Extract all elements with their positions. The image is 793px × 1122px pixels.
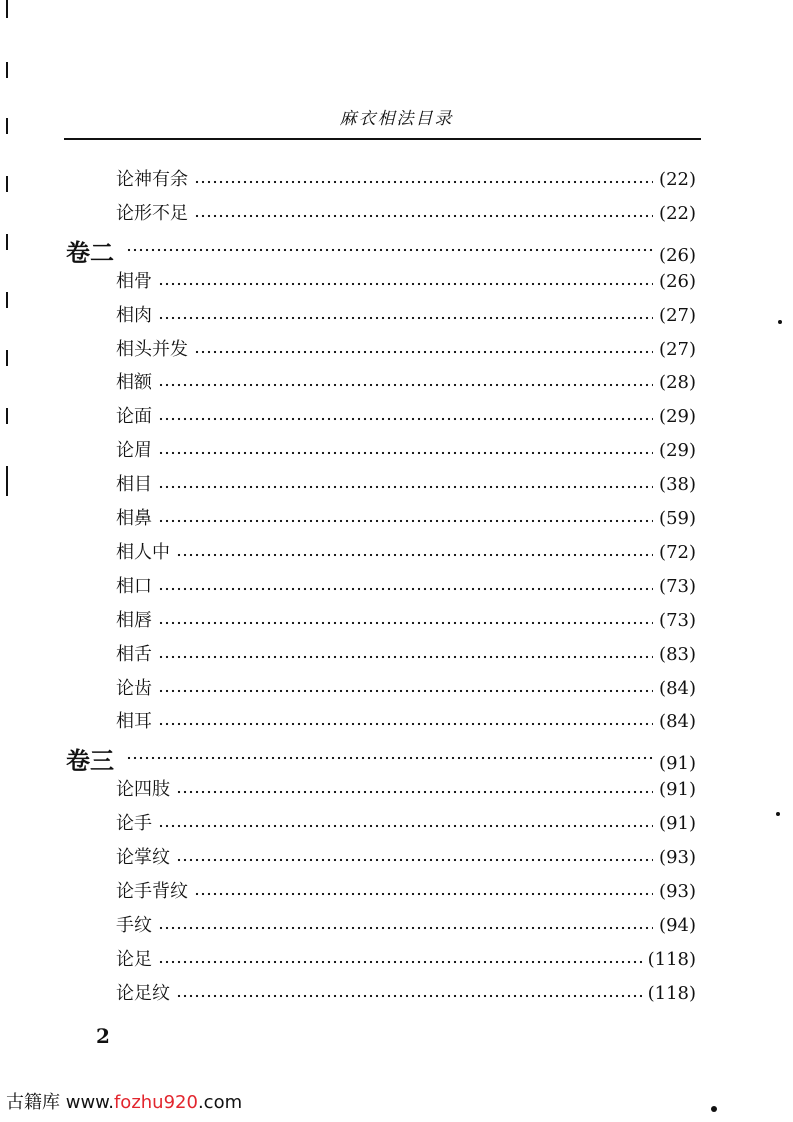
toc-entry-title: 相鼻 bbox=[116, 508, 152, 529]
toc-entry-row bbox=[116, 606, 696, 640]
toc-entry-row bbox=[116, 707, 696, 741]
toc-entry-page: (26) bbox=[659, 244, 696, 266]
watermark bbox=[6, 1088, 242, 1114]
toc-entry-page: (84) bbox=[659, 711, 696, 733]
scan-speck bbox=[778, 320, 782, 324]
toc-chapter-row bbox=[66, 741, 696, 775]
toc-entry-page: (73) bbox=[659, 575, 696, 597]
toc-leader-dots bbox=[176, 992, 642, 1000]
toc-entry-title: 论面 bbox=[116, 406, 152, 428]
scan-edge-mark bbox=[6, 62, 8, 78]
toc-entry-title: 卷二 bbox=[66, 237, 114, 267]
toc-entry-title: 论眉 bbox=[116, 440, 152, 462]
toc-entry-page: (118) bbox=[647, 982, 696, 1004]
toc-entry-title: 相耳 bbox=[116, 711, 152, 733]
toc-entry-row bbox=[116, 267, 696, 301]
toc-entry-page: (84) bbox=[659, 677, 696, 699]
toc-entry-row bbox=[116, 572, 696, 606]
toc-entry-page: (38) bbox=[659, 474, 696, 496]
toc-leader-dots bbox=[194, 178, 653, 186]
watermark-brand: fozhu920 bbox=[113, 1092, 198, 1113]
toc-entry-title: 论四肢 bbox=[116, 779, 170, 801]
toc-entry-row bbox=[116, 945, 696, 979]
toc-entry-title: 相口 bbox=[116, 575, 152, 597]
toc-entry-title: 相目 bbox=[116, 474, 152, 496]
toc-entry-row bbox=[116, 165, 696, 199]
scan-speck bbox=[776, 812, 780, 816]
toc-entry-row bbox=[116, 504, 696, 538]
toc-leader-dots bbox=[158, 415, 653, 423]
toc-entry-row bbox=[116, 538, 696, 572]
toc-entry-page: (29) bbox=[659, 406, 696, 428]
toc-entry-title: 相肉 bbox=[116, 304, 152, 326]
toc-entry-title: 论掌纹 bbox=[116, 847, 170, 868]
toc-entry-row bbox=[116, 640, 696, 674]
toc-leader-dots bbox=[158, 653, 653, 661]
toc-entry-title: 相舌 bbox=[116, 643, 152, 665]
toc-entry-row bbox=[116, 301, 696, 335]
toc-entry-page: (28) bbox=[659, 372, 696, 394]
toc-entry-title: 相头并发 bbox=[116, 338, 188, 360]
toc-leader-dots bbox=[158, 280, 653, 288]
toc-entry-row bbox=[116, 809, 696, 843]
toc-leader-dots bbox=[158, 687, 653, 695]
toc-entry-row bbox=[116, 979, 696, 1013]
toc-entry-title: 相额 bbox=[116, 372, 152, 394]
scan-edge-mark bbox=[6, 350, 8, 366]
toc-entry-page: (91) bbox=[659, 813, 696, 835]
toc-entry-title: 论足纹 bbox=[116, 982, 170, 1004]
toc-leader-dots bbox=[194, 348, 653, 356]
page-number: 2 bbox=[96, 1024, 110, 1048]
toc-leader-dots bbox=[158, 314, 653, 322]
toc-entry-page: (22) bbox=[659, 202, 696, 224]
toc-entry-title: 论手背纹 bbox=[116, 880, 188, 902]
toc-entry-page: (29) bbox=[659, 440, 696, 462]
toc-leader-dots bbox=[194, 212, 653, 220]
toc-entry-page: (93) bbox=[659, 880, 696, 902]
toc-leader-dots bbox=[158, 720, 653, 728]
scan-edge-mark bbox=[6, 0, 8, 18]
toc-entry-page: (26) bbox=[659, 270, 696, 292]
toc-leader-dots bbox=[158, 449, 653, 457]
toc-entry-row bbox=[116, 368, 696, 402]
watermark-tld: .com bbox=[197, 1092, 243, 1113]
toc-entry-page: (72) bbox=[659, 541, 696, 563]
toc-entry-row bbox=[116, 199, 696, 233]
watermark-site: 古籍库 www. bbox=[6, 1092, 114, 1113]
toc-leader-dots bbox=[126, 754, 653, 762]
toc-entry-title: 手纹 bbox=[116, 914, 152, 936]
toc-entry-title: 论神有余 bbox=[116, 169, 188, 190]
toc-entry-title: 论形不足 bbox=[116, 202, 188, 224]
toc-entry-page: (93) bbox=[659, 847, 696, 868]
toc-entry-page: (91) bbox=[659, 753, 696, 775]
toc-entry-row bbox=[116, 843, 696, 877]
scan-edge-mark bbox=[6, 292, 8, 308]
toc-entry-row bbox=[116, 877, 696, 911]
toc-leader-dots bbox=[158, 822, 653, 830]
toc-leader-dots bbox=[158, 483, 653, 491]
toc-entry-page: (94) bbox=[659, 914, 696, 936]
toc-entry-page: (27) bbox=[659, 338, 696, 360]
toc-leader-dots bbox=[176, 788, 653, 796]
header-rule bbox=[64, 138, 701, 140]
toc-entry-title: 卷三 bbox=[66, 746, 114, 776]
scan-edge-mark bbox=[6, 466, 8, 496]
toc-leader-dots bbox=[194, 890, 653, 898]
toc-entry-row bbox=[116, 674, 696, 708]
toc-entry-title: 相唇 bbox=[116, 609, 152, 631]
toc-leader-dots bbox=[176, 856, 653, 864]
toc-leader-dots bbox=[158, 585, 653, 593]
toc-entry-title: 论足 bbox=[116, 948, 152, 970]
toc-entry-row bbox=[116, 436, 696, 470]
toc-leader-dots bbox=[158, 958, 642, 966]
toc-entry-page: (83) bbox=[659, 643, 696, 665]
scan-speck bbox=[711, 1106, 717, 1112]
toc-entry-row bbox=[116, 911, 696, 945]
toc-chapter-row bbox=[66, 233, 696, 267]
page-header-title: 麻衣相法目录 bbox=[339, 109, 454, 129]
toc-entry-row bbox=[116, 775, 696, 809]
toc-entry-title: 论手 bbox=[116, 813, 152, 835]
toc-leader-dots bbox=[158, 517, 653, 525]
toc-entry-title: 相人中 bbox=[116, 541, 170, 563]
toc-entry-page: (118) bbox=[647, 948, 696, 970]
toc-leader-dots bbox=[126, 246, 653, 254]
scan-edge-mark bbox=[6, 408, 8, 424]
toc-entry-row bbox=[116, 335, 696, 369]
toc-leader-dots bbox=[176, 551, 653, 559]
scan-edge-mark bbox=[6, 234, 8, 250]
toc-entry-page: (73) bbox=[659, 609, 696, 631]
toc-entry-page: (27) bbox=[659, 304, 696, 326]
toc-entry-title: 论齿 bbox=[116, 677, 152, 699]
toc-entry-title: 相骨 bbox=[116, 270, 152, 292]
toc-entry-page: (59) bbox=[659, 508, 696, 529]
toc-entry-row bbox=[116, 470, 696, 504]
toc-leader-dots bbox=[158, 381, 653, 389]
toc-entry-row bbox=[116, 402, 696, 436]
toc-entry-page: (91) bbox=[659, 779, 696, 801]
toc-entry-page: (22) bbox=[659, 169, 696, 190]
toc-leader-dots bbox=[158, 924, 653, 932]
toc-leader-dots bbox=[158, 619, 653, 627]
scan-edge-mark bbox=[6, 176, 8, 192]
